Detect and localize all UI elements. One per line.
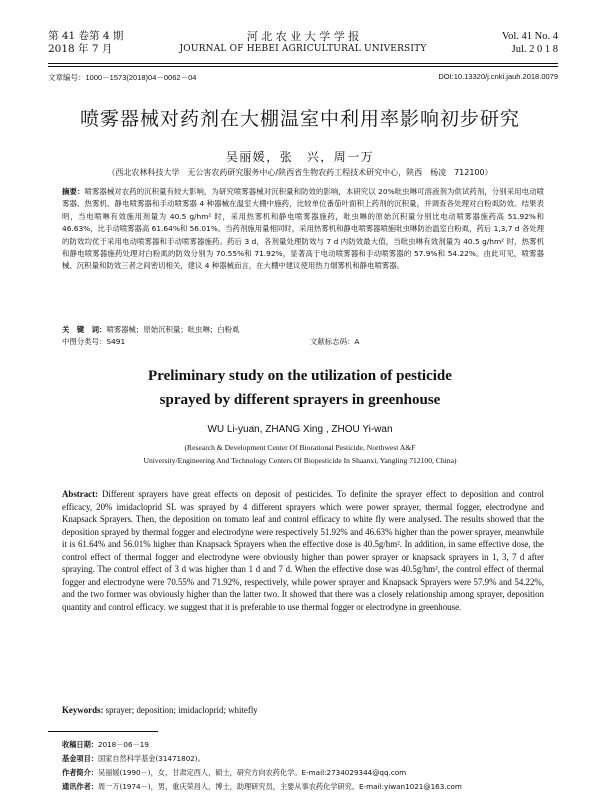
journal-name	[48, 30, 558, 56]
received-label: 收稿日期：	[62, 740, 98, 749]
abstract-text-cn: 喷雾器械对农药的沉积量有较大影响，为研究喷雾器械对沉积量和防效的影响，本研究以 20%吡虫啉可溶液剂为供试药剂，分别采用电动喷雾器、热雾机、静电喷雾器和手动喷雾器 4 种器械在温室大棚中施药，比较单位番茄叶面积上药剂的沉积量，并调查各处理对白粉虱防效。结果表明，当电喷啉有效施用剂量为 40.5 g/hm² 时，采用热雾机和静电喷雾器施药，吡虫啉的原始沉积量分别比电动喷雾器施药高 51.92%和 46.63%，比手动喷雾器高 61.64%和 56.01%。当药剂施用量相同时，采用热雾机和静电喷雾器喷施吡虫啉防治温室白粉虱，药后 1,3,7 d 各处理的防效均优于采用电动喷雾器和手动喷雾器施药。药后 3 d，各剂量处理防效与 7 d 内防效最大值，当吡虫啉有效剂量为 40.5 g/hm² 时，热雾机和静电喷雾器施药处理对白粉虱的防效分别为 70.55%和 71.92%，显著高于电动喷雾器和手动喷雾器的 57.9%和 54.22%。由此可见，喷雾器械、沉积量和防效三者之间密切相关，建议 4 种器械而言，在大棚中建议使用热力烟雾机和静电喷雾器。	[62, 187, 544, 271]
abstract-cn	[62, 186, 544, 273]
header-rule-bottom	[48, 66, 558, 67]
corresponding-text: 周一万(1974－)，男，重庆荣昌人，博士，助理研究员，主要从事农药化学研究。E-mail:yiwan1021@163.com	[97, 782, 462, 791]
corresponding-label: 通讯作者：	[62, 782, 98, 791]
journal-name-en: JOURNAL OF HEBEI AGRICULTURAL UNIVERSITY	[179, 44, 427, 54]
fund-label: 基金项目：	[62, 754, 98, 763]
header-rule-top	[48, 63, 558, 64]
footnote-received	[62, 740, 552, 750]
abstract-label-cn: 摘要：	[62, 187, 85, 196]
footnote-first-author	[62, 768, 552, 778]
affiliation-en	[40, 442, 560, 467]
keywords-text-en: sprayer; deposition; imidacloprid; whitefly	[105, 705, 258, 715]
page-title-cn: 喷雾器械对药剂在大棚温室中利用率影响初步研究	[79, 108, 520, 130]
fund-text: 国家自然科学基金(31471802)。	[97, 754, 205, 763]
affiliation-en-line-2: University/Engineering And Technology Centers Of Biopesticide In Shaanxi, Yangling 712100, China)	[143, 455, 457, 465]
abstract-label-en: Abstract:	[62, 489, 98, 499]
footnote-fund	[62, 754, 552, 764]
issue-info-en	[502, 30, 558, 56]
keywords-cn	[62, 324, 544, 335]
authors-en: WU Li-yuan, ZHANG Xing , ZHOU Yi-wan	[207, 424, 393, 435]
affiliation-en-line-1: (Research & Development Center Of Biorational Pesticide, Northwest A&F	[184, 443, 416, 452]
document-code: 文献标志码：A	[310, 337, 360, 346]
abstract-text-en: Different sprayers have great effects on deposit of pesticides. To definite the sprayer effect to deposition and control efficacy, 20% imidacloprid SL was sprayed by 4 different sprayers which were power sprayer, thermal fogger, electrodyne and Knapsack Sprayers. Then, the deposition on tomato leaf and control efficacy to white fly were analysed. The results showed that the deposition sprayed by thermal fogger and electrodyne were respectively 51.92% and 46.63% higher than the power sprayer, meanwhile it is 61.64% and 56.01% higher than Knapsack Sprayers when the effective dose is 40.5g/hm². In addition, in same effective dose, the control effect of thermal fogger and electrodyne were obviously higher than power sprayer or knapsack sprayers in 1, 3, 7 d after spraying. The control effect of 3 d was higher than 1 d and 7 d. When the effective dose was 40.5g/hm², the control effect of thermal fogger and electrodyne were 70.55% and 71.92%, respectively, while power sprayer and Knapsack Sprayers were 57.9% and 54.22%, and the two former was obviously higher than the latter two. It showed that there was a closely relationship among sprayer, deposition quantity and control efficacy. we suggest that it is preferable to use thermal fogger or electrodyne in greenhouse.	[62, 489, 544, 612]
footnote-corresponding	[62, 782, 552, 792]
first-author-text: 吴丽媛(1990－)，女，甘肃定西人，硕士，研究方向农药化学。E-mail:2734029344@qq.com	[97, 768, 407, 777]
doi: DOI:10.13320/j.cnki.jauh.2018.0079	[438, 72, 558, 81]
affiliation-cn: （西北农林科技大学 无公害农药研究服务中心/陕西省生物农药工程技术研究中心，陕西 杨凌 712100）	[107, 168, 493, 177]
footnote-divider	[48, 731, 158, 732]
authors-cn: 吴丽媛，张 兴，周一万	[225, 150, 375, 164]
article-number: 文章编号：1000－1573(2018)04－0062－04	[48, 73, 197, 82]
journal-name-cn: 河 北 农 业 大 学 学 报	[246, 30, 360, 43]
journal-header	[48, 30, 558, 64]
title-en-line-2: sprayed by different sprayers in greenhouse	[159, 392, 441, 408]
received-date: 2018－06－19	[97, 740, 149, 749]
clc-number: 中图分类号：S491	[62, 337, 126, 346]
volume-issue-en: Vol. 41 No. 4	[501, 31, 558, 42]
first-author-label: 作者简介：	[62, 768, 98, 777]
keywords-label-cn: 关 键 词：	[62, 325, 107, 334]
date-en: Jul. 2 0 1 8	[511, 44, 558, 55]
classification	[62, 336, 544, 347]
keywords-label-en: Keywords:	[62, 705, 104, 715]
page-title-en	[40, 364, 560, 412]
abstract-en	[62, 488, 544, 613]
keywords-en	[62, 705, 544, 715]
title-en-line-1: Preliminary study on the utilization of pesticide	[148, 368, 452, 384]
volume-issue-cn: 第 41 卷第 4 期	[48, 30, 124, 42]
date-cn: 2018 年 7 月	[48, 43, 113, 55]
keywords-text-cn: 喷雾器械；原始沉积量；吡虫啉；白粉虱	[106, 325, 240, 334]
